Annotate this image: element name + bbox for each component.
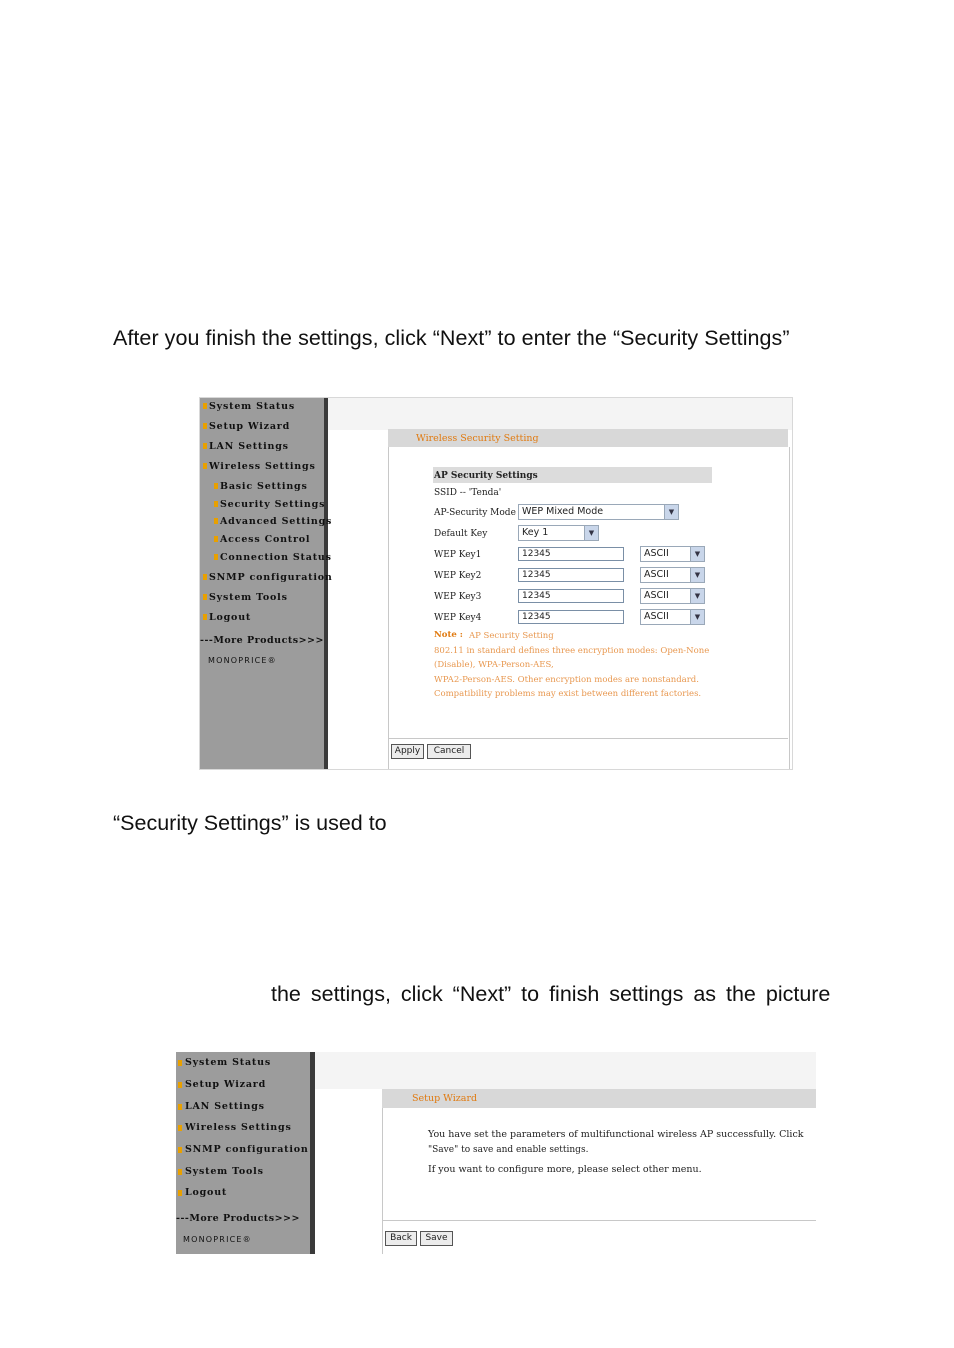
bullet-icon xyxy=(178,1125,182,1131)
more-products-link[interactable]: ---More Products>>> xyxy=(176,1213,300,1224)
bullet-icon xyxy=(178,1104,182,1110)
header-title: Setup Wizard xyxy=(412,1093,478,1104)
bullet-icon xyxy=(178,1169,182,1175)
sidebar xyxy=(200,398,328,769)
wep-key3-format: ASCII xyxy=(644,590,669,601)
bullet-icon xyxy=(214,554,218,560)
nav-wireless-settings[interactable]: Wireless Settings xyxy=(209,461,316,472)
note-line: Compatibility problems may exist between different factories. xyxy=(434,689,702,699)
wep-key3-label: WEP Key3 xyxy=(434,592,482,602)
wep-key2-label: WEP Key2 xyxy=(434,571,482,581)
bullet-icon xyxy=(178,1082,182,1088)
chevron-down-icon: ▼ xyxy=(690,589,704,603)
security-mode-value: WEP Mixed Mode xyxy=(522,506,604,517)
nav-lan-settings[interactable]: LAN Settings xyxy=(209,441,289,452)
bullet-icon xyxy=(203,443,207,449)
success-message-line: If you want to configure more, please select other menu. xyxy=(428,1164,702,1175)
content-border-right xyxy=(789,447,790,769)
monoprice-logo: MONOPRICE® xyxy=(183,1235,252,1244)
back-button[interactable]: Back xyxy=(385,1231,417,1246)
nav-lan-settings[interactable]: LAN Settings xyxy=(185,1101,265,1112)
chevron-down-icon: ▼ xyxy=(664,505,678,519)
chevron-down-icon: ▼ xyxy=(584,526,598,540)
nav-system-status[interactable]: System Status xyxy=(185,1057,271,1068)
content-divider xyxy=(388,738,788,739)
apply-button[interactable]: Apply xyxy=(391,744,424,759)
nav-access-control[interactable]: Access Control xyxy=(220,534,311,545)
nav-wireless-settings[interactable]: Wireless Settings xyxy=(185,1122,292,1133)
nav-system-tools[interactable]: System Tools xyxy=(209,592,288,603)
security-mode-label: AP-Security Mode xyxy=(434,508,516,518)
nav-system-status[interactable]: System Status xyxy=(209,401,295,412)
default-key-select[interactable] xyxy=(518,525,599,541)
success-message-line: "Save" to save and enable settings. xyxy=(428,1145,589,1155)
nav-advanced-settings[interactable]: Advanced Settings xyxy=(220,516,333,527)
bullet-icon xyxy=(203,614,207,620)
wep-key3-format-select[interactable] xyxy=(640,588,705,604)
wep-key4-input[interactable]: 12345 xyxy=(518,610,624,624)
note-title: AP Security Setting xyxy=(469,631,554,641)
nav-setup-wizard[interactable]: Setup Wizard xyxy=(185,1079,267,1090)
paragraph-security-settings: “Security Settings” is used to xyxy=(113,811,387,835)
ssid-label: SSID -- 'Tenda' xyxy=(434,488,502,498)
default-key-label: Default Key xyxy=(434,529,488,539)
content-top xyxy=(328,398,792,430)
chevron-down-icon: ▼ xyxy=(690,547,704,561)
nav-setup-wizard[interactable]: Setup Wizard xyxy=(209,421,291,432)
nav-basic-settings[interactable]: Basic Settings xyxy=(220,481,308,492)
security-settings-screenshot xyxy=(199,397,793,770)
bullet-icon xyxy=(203,463,207,469)
bullet-icon xyxy=(214,483,218,489)
bullet-icon xyxy=(178,1190,182,1196)
bullet-icon xyxy=(214,501,218,507)
note-line: WPA2-Person-AES. Other encryption modes are nonstandard. xyxy=(434,675,699,685)
bullet-icon xyxy=(214,536,218,542)
bullet-icon xyxy=(178,1147,182,1153)
nav-snmp-configuration[interactable]: SNMP configuration xyxy=(185,1144,309,1155)
wep-key4-label: WEP Key4 xyxy=(434,613,482,623)
save-button[interactable]: Save xyxy=(420,1231,453,1246)
wep-key2-format: ASCII xyxy=(644,569,669,580)
cancel-button[interactable]: Cancel xyxy=(427,744,471,759)
header-title: Wireless Security Setting xyxy=(416,433,539,444)
setup-wizard-screenshot xyxy=(176,1052,816,1254)
bullet-icon xyxy=(203,423,207,429)
nav-system-tools[interactable]: System Tools xyxy=(185,1166,264,1177)
paragraph-intro: After you finish the settings, click “Next” to enter the “Security Settings” xyxy=(113,326,790,350)
content-border xyxy=(388,447,389,769)
default-key-value: Key 1 xyxy=(522,527,549,538)
monoprice-logo: MONOPRICE® xyxy=(208,656,277,665)
wep-key4-format: ASCII xyxy=(644,611,669,622)
more-products-link[interactable]: ---More Products>>> xyxy=(200,635,324,646)
security-mode-select[interactable] xyxy=(518,504,679,520)
wep-key1-format-select[interactable] xyxy=(640,546,705,562)
content-divider xyxy=(382,1220,816,1221)
wep-key1-format: ASCII xyxy=(644,548,669,559)
content-top xyxy=(315,1052,816,1089)
wep-key3-input[interactable]: 12345 xyxy=(518,589,624,603)
content-border xyxy=(382,1108,383,1254)
section-title: AP Security Settings xyxy=(434,471,538,481)
wep-key1-input[interactable]: 12345 xyxy=(518,547,624,561)
note-line: (Disable), WPA-Person-AES, xyxy=(434,660,554,670)
bullet-icon xyxy=(214,518,218,524)
wep-key4-format-select[interactable] xyxy=(640,609,705,625)
bullet-icon xyxy=(203,574,207,580)
nav-snmp-configuration[interactable]: SNMP configuration xyxy=(209,572,333,583)
nav-logout[interactable]: Logout xyxy=(209,612,252,623)
note-label: Note : xyxy=(434,630,463,640)
wep-key2-input[interactable]: 12345 xyxy=(518,568,624,582)
bullet-icon xyxy=(203,403,207,409)
wep-key2-format-select[interactable] xyxy=(640,567,705,583)
success-message-line: You have set the parameters of multifunctional wireless AP successfully. Click xyxy=(428,1129,804,1140)
bullet-icon xyxy=(203,594,207,600)
chevron-down-icon: ▼ xyxy=(690,610,704,624)
note-line: 802.11 in standard defines three encryption modes: Open-None xyxy=(434,646,710,656)
wep-key1-label: WEP Key1 xyxy=(434,550,482,560)
nav-connection-status[interactable]: Connection Status xyxy=(220,552,332,563)
chevron-down-icon: ▼ xyxy=(690,568,704,582)
nav-logout[interactable]: Logout xyxy=(185,1187,228,1198)
nav-security-settings[interactable]: Security Settings xyxy=(220,499,326,510)
bullet-icon xyxy=(178,1060,182,1066)
paragraph-finish: the settings, click “Next” to finish settings as the picture xyxy=(271,982,831,1006)
